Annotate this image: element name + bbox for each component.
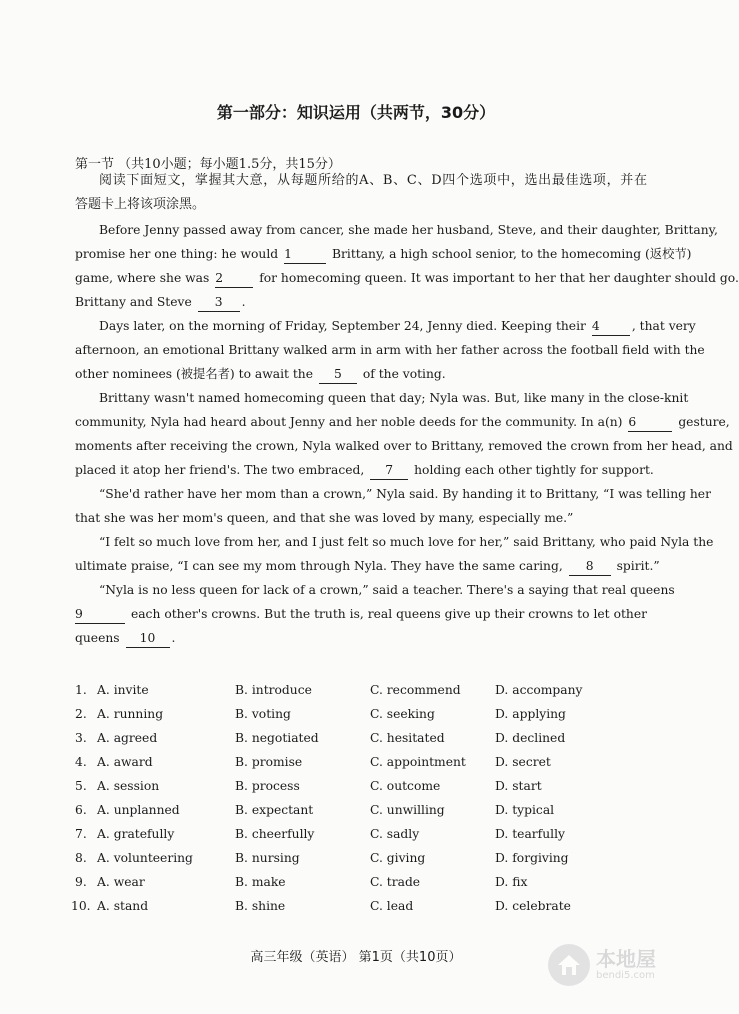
passage-text: gesture, — [678, 415, 730, 429]
passage-text: each other's crowns. But the truth is, real queens give up their crowns to let other — [130, 607, 647, 621]
passage-line — [75, 554, 660, 578]
blank-1: 1 — [284, 246, 326, 264]
question-number: 8. — [75, 851, 87, 865]
option-b[interactable]: B. nursing — [235, 851, 300, 865]
question-number: 7. — [75, 827, 87, 841]
passage-line: Brittany wasn't named homecoming queen that day; Nyla was. But, like many in the close-knit — [99, 391, 689, 405]
passage-line — [75, 266, 739, 290]
blank-4: 4 — [592, 318, 630, 336]
question-number: 4. — [75, 755, 87, 769]
option-b[interactable]: B. introduce — [235, 683, 312, 697]
question-number: 2. — [75, 707, 87, 721]
passage-line — [75, 458, 654, 482]
question-row — [75, 779, 675, 803]
passage-line: moments after receiving the crown, Nyla walked over to Brittany, removed the crown from her head, and — [75, 439, 733, 453]
option-d[interactable]: D. start — [495, 779, 542, 793]
option-d[interactable]: D. accompany — [495, 683, 583, 697]
option-d[interactable]: D. secret — [495, 755, 551, 769]
option-c[interactable]: C. recommend — [370, 683, 461, 697]
option-d[interactable]: D. applying — [495, 707, 566, 721]
passage-line: “She'd rather have her mom than a crown,” Nyla said. By handing it to Brittany, “I was telling her — [99, 487, 711, 501]
passage-text: Brittany and Steve — [75, 295, 192, 309]
option-c[interactable]: C. sadly — [370, 827, 420, 841]
question-row — [71, 899, 675, 923]
option-c[interactable]: C. unwilling — [370, 803, 445, 817]
instructions-line: 答题卡上将该项涂黑。 — [75, 197, 206, 212]
question-row — [75, 707, 675, 731]
passage-text: community, Nyla had heard about Jenny and her noble deeds for the community. In a(n) — [75, 415, 623, 429]
question-number: 3. — [75, 731, 87, 745]
watermark-logo — [548, 940, 698, 990]
blank-9: 9 — [75, 606, 125, 624]
blank-8: 8 — [569, 558, 611, 576]
option-c[interactable]: C. appointment — [370, 755, 466, 769]
option-b[interactable]: B. voting — [235, 707, 291, 721]
option-a[interactable]: A. stand — [97, 899, 149, 913]
passage-text: placed it atop her friend's. The two embraced, — [75, 463, 365, 477]
option-c[interactable]: C. hesitated — [370, 731, 445, 745]
passage-text: promise her one thing: he would — [75, 247, 279, 261]
section-header: 第一节 （共10小题；每小题1.5分，共15分） — [75, 157, 341, 172]
passage-line: that she was her mom's queen, and that she was loved by many, especially me.” — [75, 511, 574, 525]
option-b[interactable]: B. make — [235, 875, 286, 889]
option-a[interactable]: A. volunteering — [97, 851, 193, 865]
passage-text: of the voting. — [362, 367, 446, 381]
blank-5: 5 — [319, 366, 357, 384]
question-row — [75, 755, 675, 779]
page-title: 第一部分：知识运用（共两节，30分） — [216, 103, 496, 122]
passage-text: game, where she was — [75, 271, 210, 285]
passage-line — [75, 290, 647, 314]
passage-line: “Nyla is no less queen for lack of a crown,” said a teacher. There's a saying that real queens — [99, 583, 675, 597]
option-c[interactable]: C. seeking — [370, 707, 435, 721]
option-d[interactable]: D. declined — [495, 731, 566, 745]
option-b[interactable]: B. shine — [235, 899, 286, 913]
option-b[interactable]: B. cheerfully — [235, 827, 315, 841]
blank-6: 6 — [628, 414, 672, 432]
option-a[interactable]: A. session — [97, 779, 160, 793]
passage-text: Brittany, a high school senior, to the homecoming (返校节) — [331, 247, 692, 261]
passage-line: “I felt so much love from her, and I just felt so much love for her,” said Brittany, who paid Nyla the — [99, 535, 714, 549]
option-d[interactable]: D. celebrate — [495, 899, 571, 913]
option-d[interactable]: D. typical — [495, 803, 555, 817]
option-a[interactable]: A. running — [97, 707, 164, 721]
watermark-name: 本地屋 — [596, 947, 656, 971]
passage-text: ultimate praise, “I can see my mom through Nyla. They have the same caring, — [75, 559, 563, 573]
blank-3: 3 — [198, 294, 240, 312]
option-c[interactable]: C. trade — [370, 875, 421, 889]
passage-text: for homecoming queen. It was important to her that her daughter should go. — [259, 271, 739, 285]
question-number: 6. — [75, 803, 87, 817]
passage-line — [75, 410, 730, 434]
option-c[interactable]: C. outcome — [370, 779, 441, 793]
option-c[interactable]: C. lead — [370, 899, 414, 913]
cloze-passage — [75, 218, 739, 650]
passage-line — [75, 626, 647, 650]
passage-text: other nominees (被提名者) to await the — [75, 367, 313, 381]
passage-line: Before Jenny passed away from cancer, she made her husband, Steve, and their daughter, Brittany, — [99, 223, 718, 237]
option-b[interactable]: B. negotiated — [235, 731, 319, 745]
question-number: 1. — [75, 683, 87, 697]
question-row — [75, 875, 675, 899]
passage-line — [75, 314, 696, 338]
option-c[interactable]: C. giving — [370, 851, 426, 865]
passage-text: Days later, on the morning of Friday, September 24, Jenny died. Keeping their — [99, 319, 586, 333]
passage-text: , that very — [631, 319, 696, 333]
option-a[interactable]: A. wear — [97, 875, 145, 889]
question-row — [75, 851, 675, 875]
passage-text: . — [241, 295, 246, 309]
question-row — [75, 827, 675, 851]
option-a[interactable]: A. invite — [97, 683, 149, 697]
question-number: 10. — [71, 899, 91, 913]
passage-text: spirit.” — [616, 559, 660, 573]
page-footer: 高三年级（英语） 第1页（共10页） — [250, 950, 462, 965]
passage-line: afternoon, an emotional Brittany walked arm in arm with her father across the football field with the — [75, 343, 705, 357]
option-b[interactable]: B. promise — [235, 755, 303, 769]
house-icon — [548, 944, 590, 986]
option-a[interactable]: A. award — [97, 755, 153, 769]
option-d[interactable]: D. tearfully — [495, 827, 565, 841]
passage-line — [75, 242, 692, 266]
option-a[interactable]: A. gratefully — [97, 827, 175, 841]
option-a[interactable]: A. unplanned — [97, 803, 180, 817]
passage-text: . — [171, 631, 176, 645]
instructions — [75, 169, 647, 217]
question-row — [75, 731, 675, 755]
instructions-line: 阅读下面短文，掌握其大意，从每题所给的A、B、C、D四个选项中，选出最佳选项，并在 — [99, 173, 647, 188]
question-row — [75, 683, 675, 707]
question-row — [75, 803, 675, 827]
blank-7: 7 — [370, 462, 408, 480]
passage-line — [75, 362, 647, 386]
option-b[interactable]: B. expectant — [235, 803, 314, 817]
question-number: 9. — [75, 875, 87, 889]
option-b[interactable]: B. process — [235, 779, 300, 793]
blank-2: 2 — [215, 270, 253, 288]
question-number: 5. — [75, 779, 87, 793]
passage-line — [75, 602, 647, 626]
option-a[interactable]: A. agreed — [97, 731, 158, 745]
passage-text: queens — [75, 631, 120, 645]
option-d[interactable]: D. forgiving — [495, 851, 569, 865]
passage-text: holding each other tightly for support. — [414, 463, 654, 477]
watermark-text — [596, 948, 656, 982]
watermark-url: bendi5.com — [596, 970, 655, 981]
blank-10: 10 — [126, 630, 170, 648]
option-d[interactable]: D. fix — [495, 875, 528, 889]
